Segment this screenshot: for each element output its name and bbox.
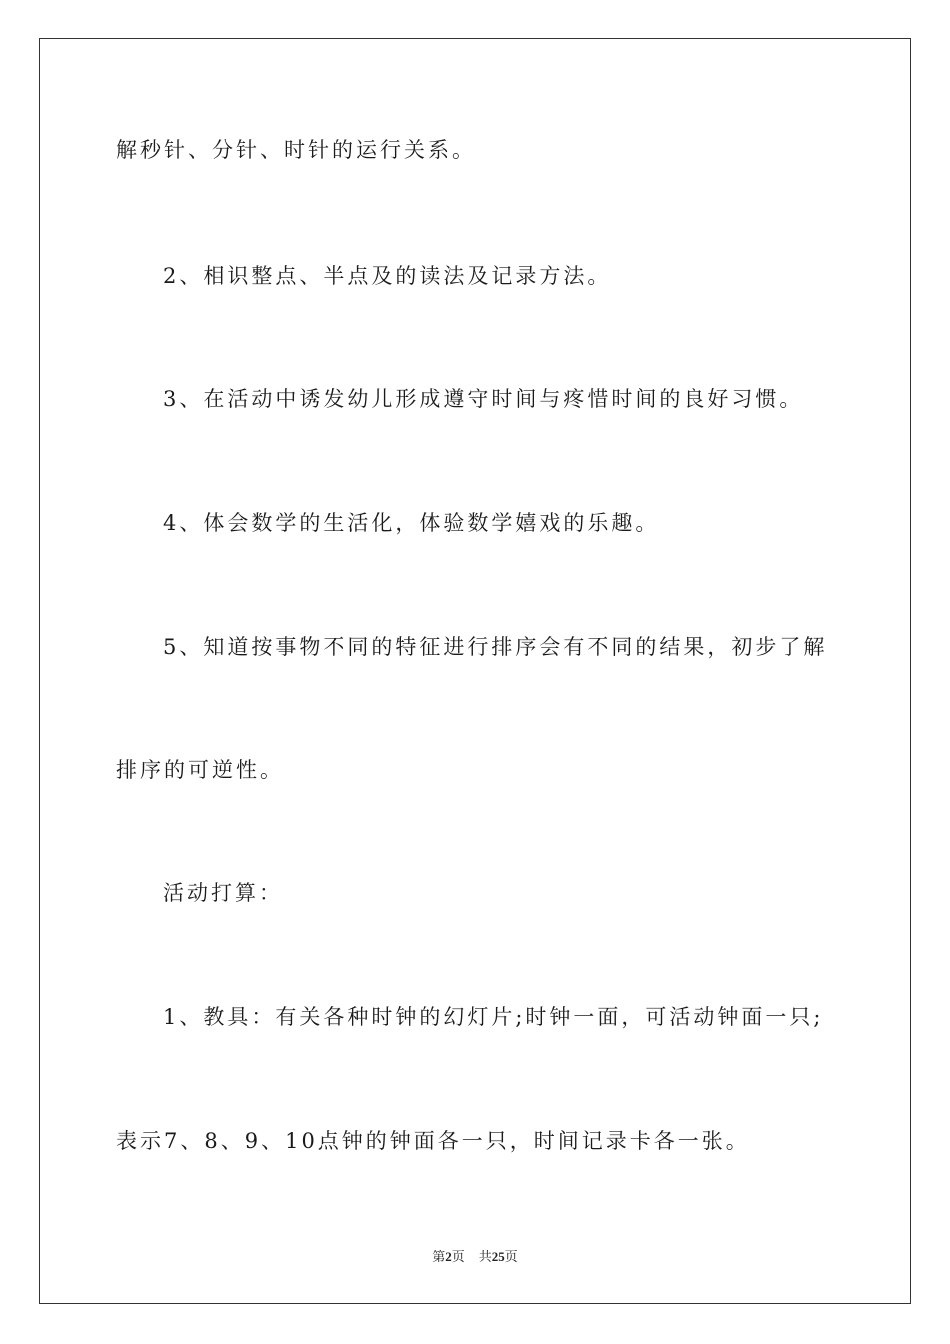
paragraph-line: 1、教具：有关各种时钟的幻灯片;时钟一面，可活动钟面一只;	[163, 1005, 824, 1029]
paragraph-line: 排序的可逆性。	[116, 758, 284, 782]
footer-total-number: 25	[491, 1249, 505, 1264]
page-footer	[0, 1248, 950, 1266]
paragraph-line: 解秒针、分针、时针的运行关系。	[116, 138, 476, 162]
footer-page-number: 2	[445, 1249, 452, 1264]
paragraph-line: 5、知道按事物不同的特征进行排序会有不同的结果，初步了解	[163, 635, 828, 659]
paragraph-line: 2、相识整点、半点及的读法及记录方法。	[163, 264, 612, 288]
section-heading: 活动打算：	[163, 881, 283, 905]
paragraph-line: 表示7、8、9、10点钟的钟面各一只，时间记录卡各一张。	[116, 1129, 750, 1153]
page-border	[39, 38, 911, 1304]
paragraph-line: 4、体会数学的生活化，体验数学嬉戏的乐趣。	[163, 511, 660, 535]
footer-page-suffix: 页	[451, 1249, 465, 1264]
footer-total-prefix: 共	[478, 1249, 492, 1264]
footer-total-suffix: 页	[504, 1249, 518, 1264]
footer-page-prefix: 第	[432, 1249, 446, 1264]
paragraph-line: 3、在活动中诱发幼儿形成遵守时间与疼惜时间的良好习惯。	[163, 387, 804, 411]
